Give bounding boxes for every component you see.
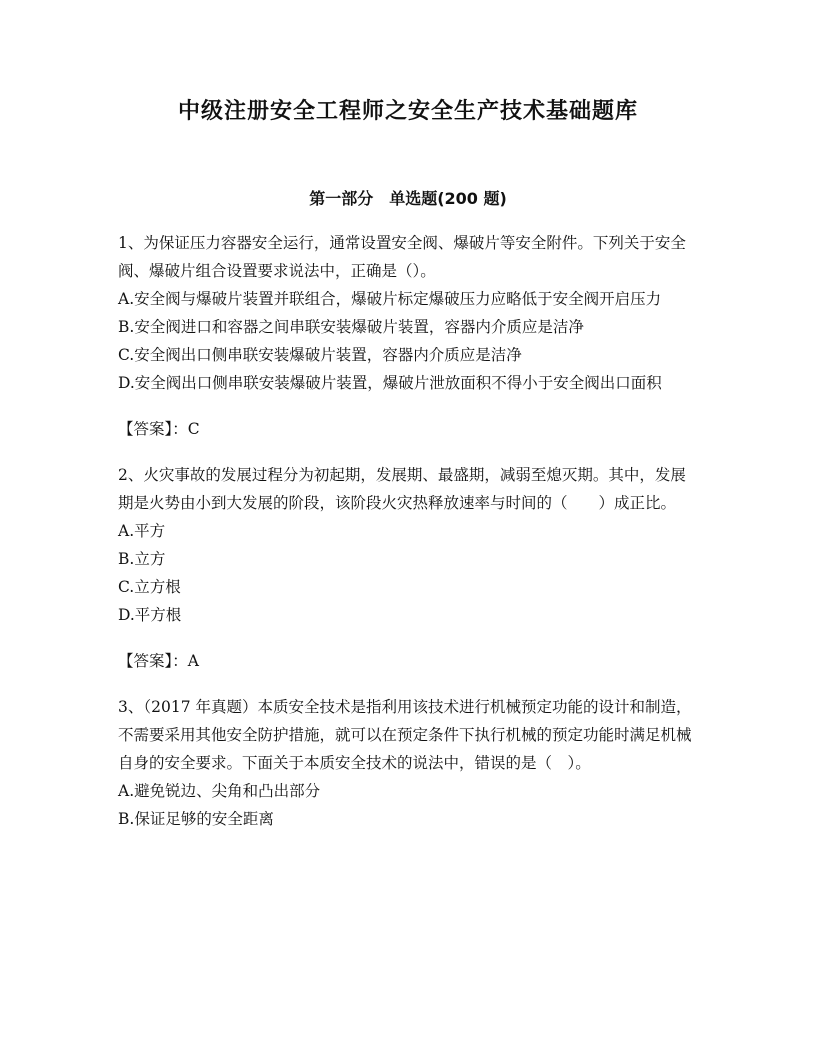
option-b: B.立方 [118,550,166,568]
answer-line: 【答案】：A [118,652,199,670]
option-c: C.立方根 [118,578,181,596]
option-d: D.平方根 [118,606,182,624]
question-stem: 3、（2017 年真题）本质安全技术是指利用该技术进行机械预定功能的设计和制造，不需要采用其他安全防护措施，就可以在预定条件下执行机械的预定功能时满足机械自身的安全要求。下面关于本质安全技术的说法中，错误的是（ ）。 [118,698,692,772]
question-1 [118,229,698,443]
option-a: A.安全阀与爆破片装置并联组合，爆破片标定爆破压力应略低于安全阀开启压力 [118,290,662,308]
question-list [118,229,698,833]
option-b: B.保证足够的安全距离 [118,810,274,828]
question-3 [118,693,698,833]
section-title: 第一部分 单选题(200 题) [309,189,507,208]
option-a: A.避免锐边、尖角和凸出部分 [118,782,321,800]
option-b: B.安全阀进口和容器之间串联安装爆破片装置，容器内介质应是洁净 [118,318,584,336]
question-stem: 2、火灾事故的发展过程分为初起期，发展期、最盛期，减弱至熄灭期。其中，发展期是火势由小到大发展的阶段，该阶段火灾热释放速率与时间的（ ）成正比。 [118,466,686,512]
answer-line: 【答案】：C [118,420,200,438]
document-title: 中级注册安全工程师之安全生产技术基础题库 [177,99,638,124]
question-2 [118,461,698,675]
option-c: C.安全阀出口侧串联安装爆破片装置，容器内介质应是洁净 [118,346,522,364]
option-d: D.安全阀出口侧串联安装爆破片装置，爆破片泄放面积不得小于安全阀出口面积 [118,374,662,392]
question-stem: 1、为保证压力容器安全运行，通常设置安全阀、爆破片等安全附件。下列关于安全阀、爆破片组合设置要求说法中，正确是（）。 [118,234,686,280]
option-a: A.平方 [118,522,166,540]
